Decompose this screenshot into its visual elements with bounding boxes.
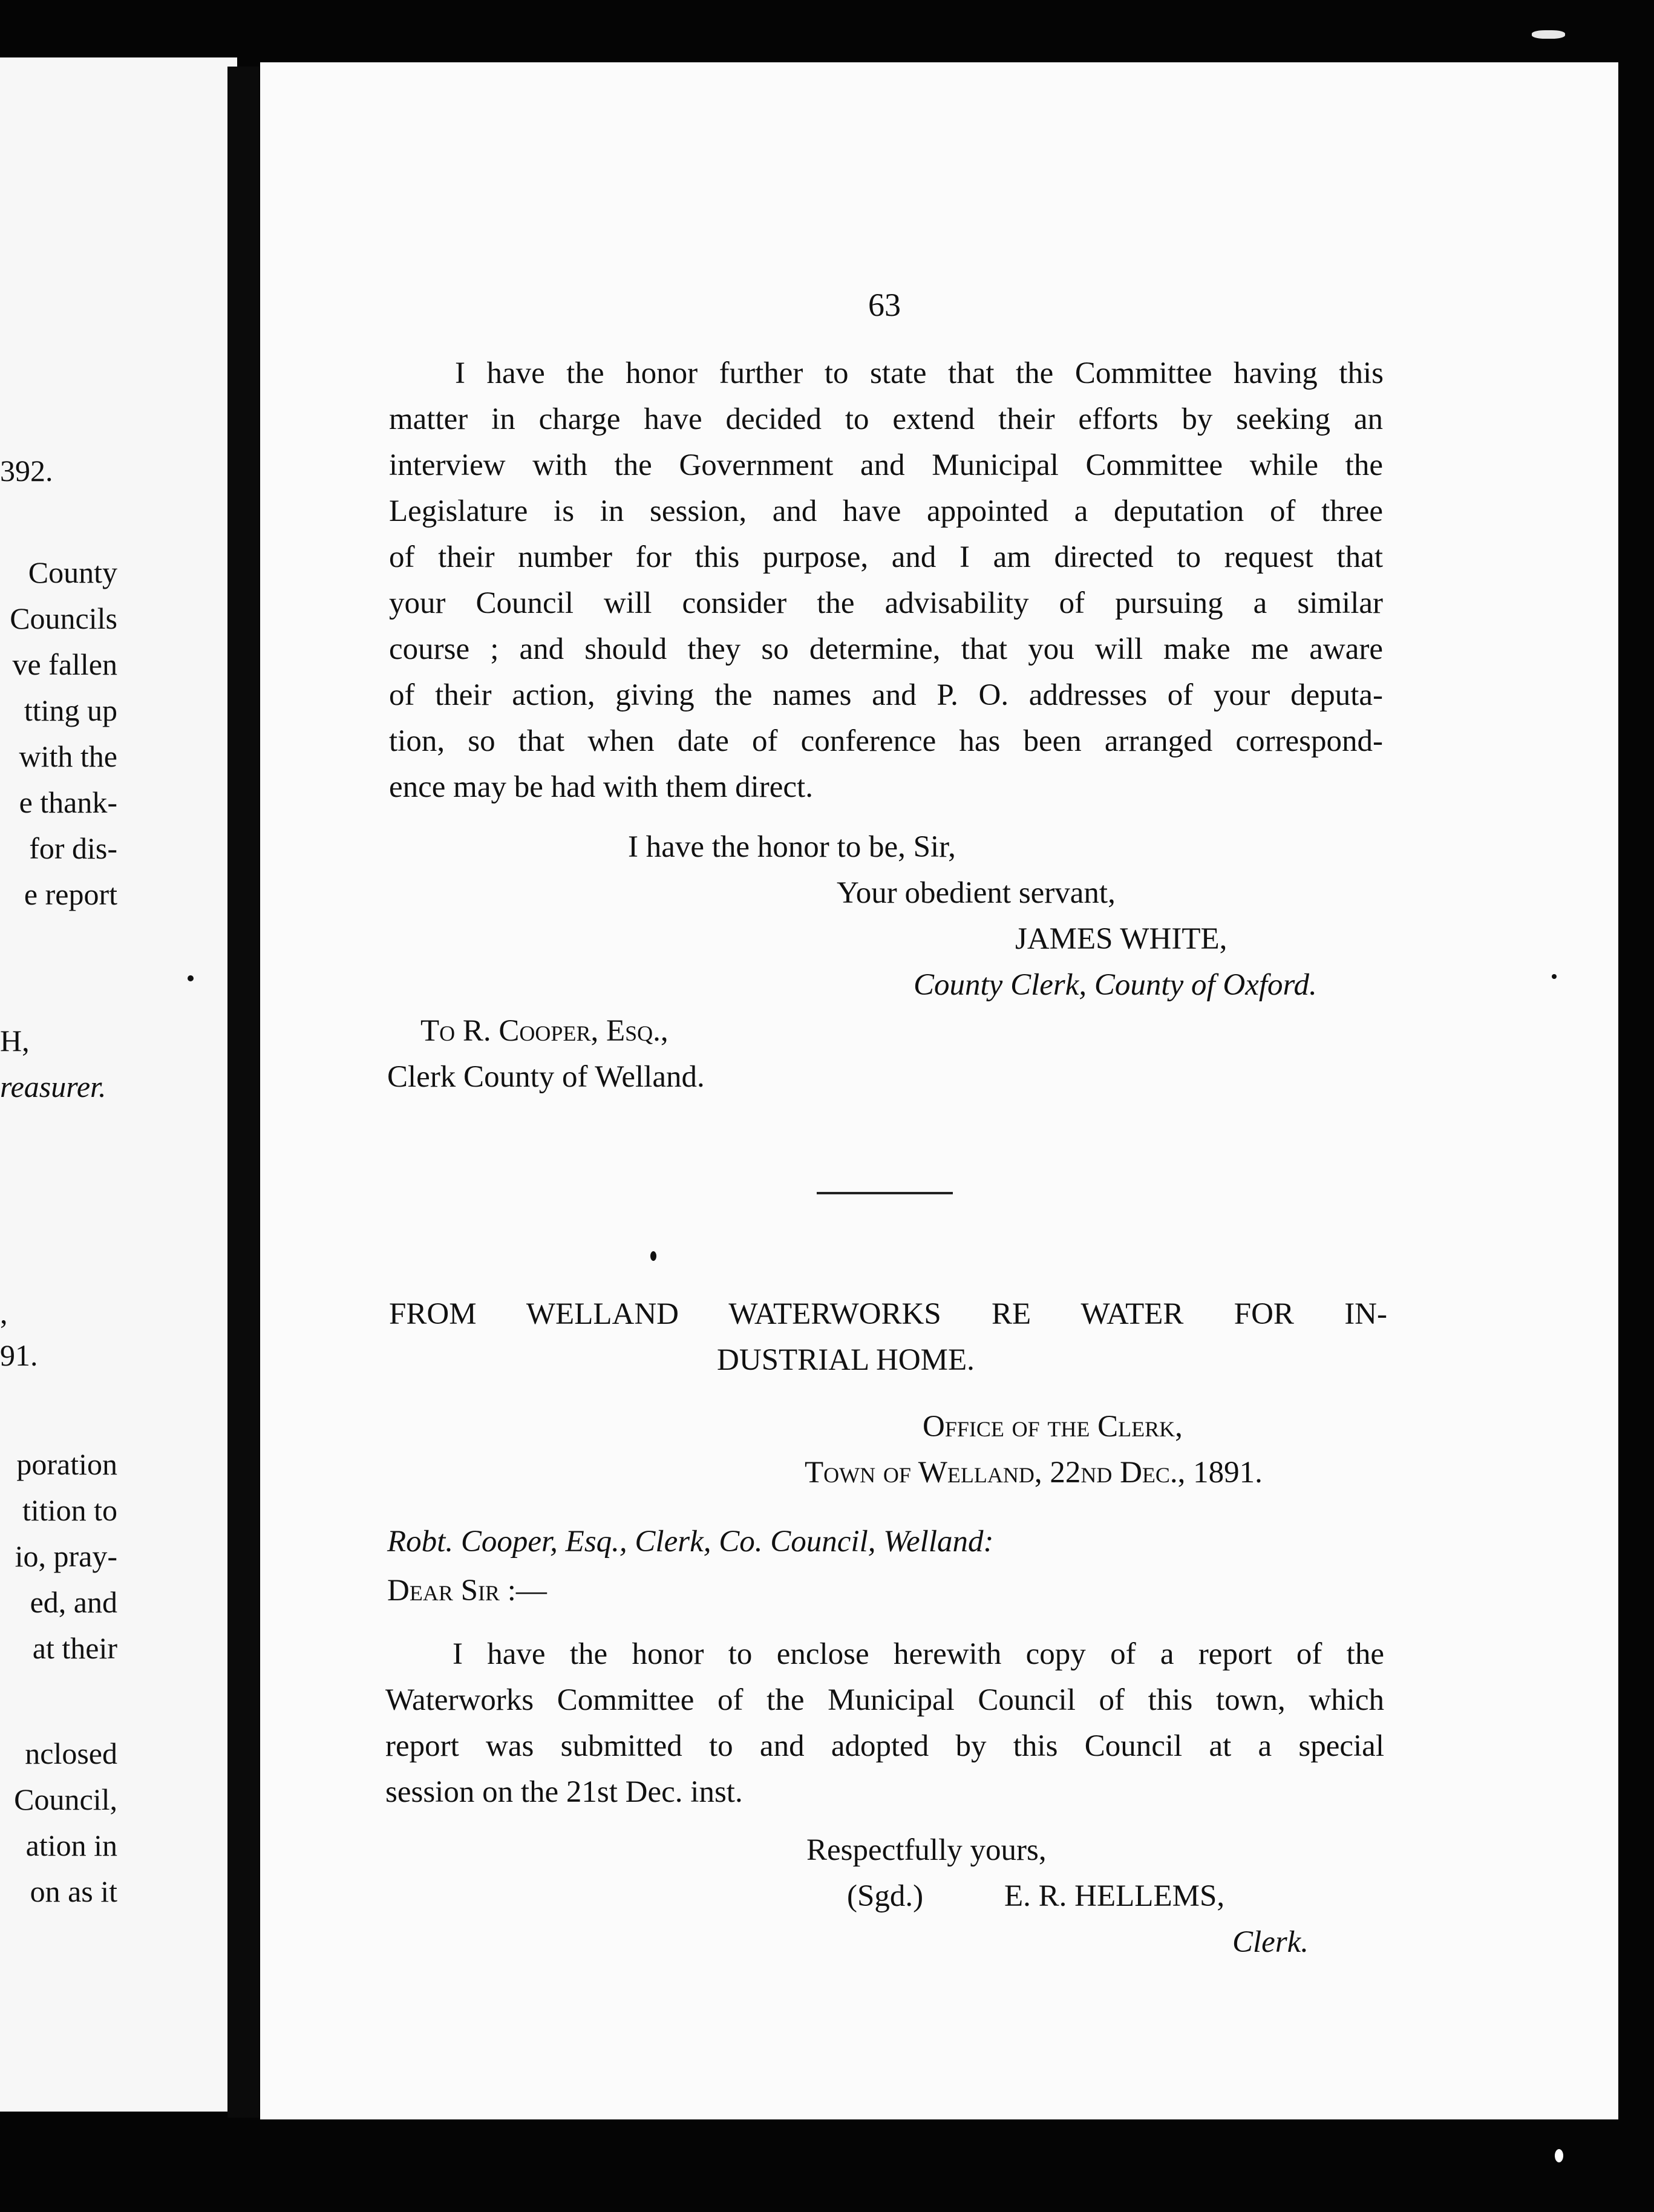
left-line: tition to — [22, 1493, 117, 1527]
letter-line: I have the honor to enclose herewith copy of a report of the — [453, 1637, 1384, 1671]
left-line: Councils — [10, 601, 117, 635]
left-line: io, pray- — [15, 1539, 117, 1573]
signature-name: JAMES WHITE, — [1015, 922, 1227, 956]
signature-title: County Clerk, County of Oxford. — [914, 968, 1317, 1002]
letter-line: Legislature is in session, and have appointed a deputation of three — [389, 494, 1383, 528]
letter-line: of their action, giving the names and P. O. addresses of your deputa- — [389, 678, 1383, 712]
recipient-line: Clerk County of Welland. — [387, 1060, 705, 1094]
book-spine-shadow — [227, 67, 259, 2118]
left-line: ve fallen — [12, 647, 117, 681]
letter-line: your Council will consider the advisability of pursuing a similar — [389, 586, 1383, 620]
scan-speck — [1552, 974, 1557, 979]
letter-line: matter in charge have decided to extend their efforts by seeking an — [389, 402, 1383, 436]
section-heading: DUSTRIAL HOME. — [717, 1343, 975, 1377]
addressee-line: Robt. Cooper, Esq., Clerk, Co. Council, Welland: — [387, 1525, 994, 1559]
left-line: on as it — [30, 1874, 117, 1908]
left-line: with the — [19, 739, 117, 773]
closing-line: I have the honor to be, Sir, — [628, 830, 956, 864]
letter-line: of their number for this purpose, and I am directed to request that — [389, 540, 1383, 574]
left-line: tting up — [24, 693, 117, 727]
letter-line: course ; and should they so determine, that you will make me aware — [389, 632, 1383, 666]
left-line: ed, and — [30, 1585, 117, 1619]
page-number: 63 — [868, 287, 901, 323]
closing-line: Respectfully yours, — [806, 1833, 1047, 1867]
left-line: poration — [16, 1447, 117, 1481]
signature-name: E. R. HELLEMS, — [1004, 1879, 1225, 1913]
left-line: Council, — [14, 1782, 117, 1816]
letter-line: I have the honor further to state that the Committee having this — [455, 356, 1384, 390]
letter-line: tion, so that when date of conference has been arranged correspond- — [389, 724, 1383, 758]
salutation: Dear Sir :— — [387, 1574, 547, 1608]
scan-speck — [1532, 30, 1565, 39]
left-line: nclosed — [25, 1736, 117, 1770]
left-line: 392. — [0, 454, 53, 488]
left-line: for dis- — [29, 831, 117, 865]
recipient-line: To R. Cooper, Esq., — [420, 1014, 668, 1048]
signed-mark: (Sgd.) — [847, 1879, 924, 1913]
scan-speck — [188, 975, 194, 981]
left-line: reasurer. — [0, 1070, 106, 1104]
closing-line: Your obedient servant, — [837, 876, 1116, 910]
signature-title: Clerk. — [1232, 1925, 1309, 1959]
office-line: Office of the Clerk, — [923, 1410, 1183, 1444]
scan-speck — [1555, 2149, 1563, 2162]
left-line: County — [28, 555, 117, 589]
left-line: 91. — [0, 1338, 38, 1372]
left-line: H, — [0, 1024, 30, 1058]
left-line: at their — [32, 1631, 117, 1665]
left-line: , — [0, 1296, 8, 1330]
left-line: e report — [24, 877, 117, 911]
letter-line: interview with the Government and Municipal Committee while the — [389, 448, 1383, 482]
letter-line: Waterworks Committee of the Municipal Council of this town, which — [385, 1683, 1384, 1717]
previous-page-fragment — [0, 57, 237, 2112]
section-divider — [817, 1192, 953, 1194]
section-heading: FROM WELLAND WATERWORKS RE WATER FOR IN- — [389, 1297, 1387, 1331]
left-line: ation in — [25, 1828, 117, 1862]
letter-line: ence may be had with them direct. — [389, 770, 813, 804]
letter-line: report was submitted to and adopted by this Council at a special — [385, 1729, 1384, 1763]
left-line: e thank- — [19, 785, 117, 819]
scan-speck — [650, 1251, 656, 1261]
letter-line: session on the 21st Dec. inst. — [385, 1775, 743, 1809]
office-line: Town of Welland, 22nd Dec., 1891. — [805, 1456, 1263, 1490]
